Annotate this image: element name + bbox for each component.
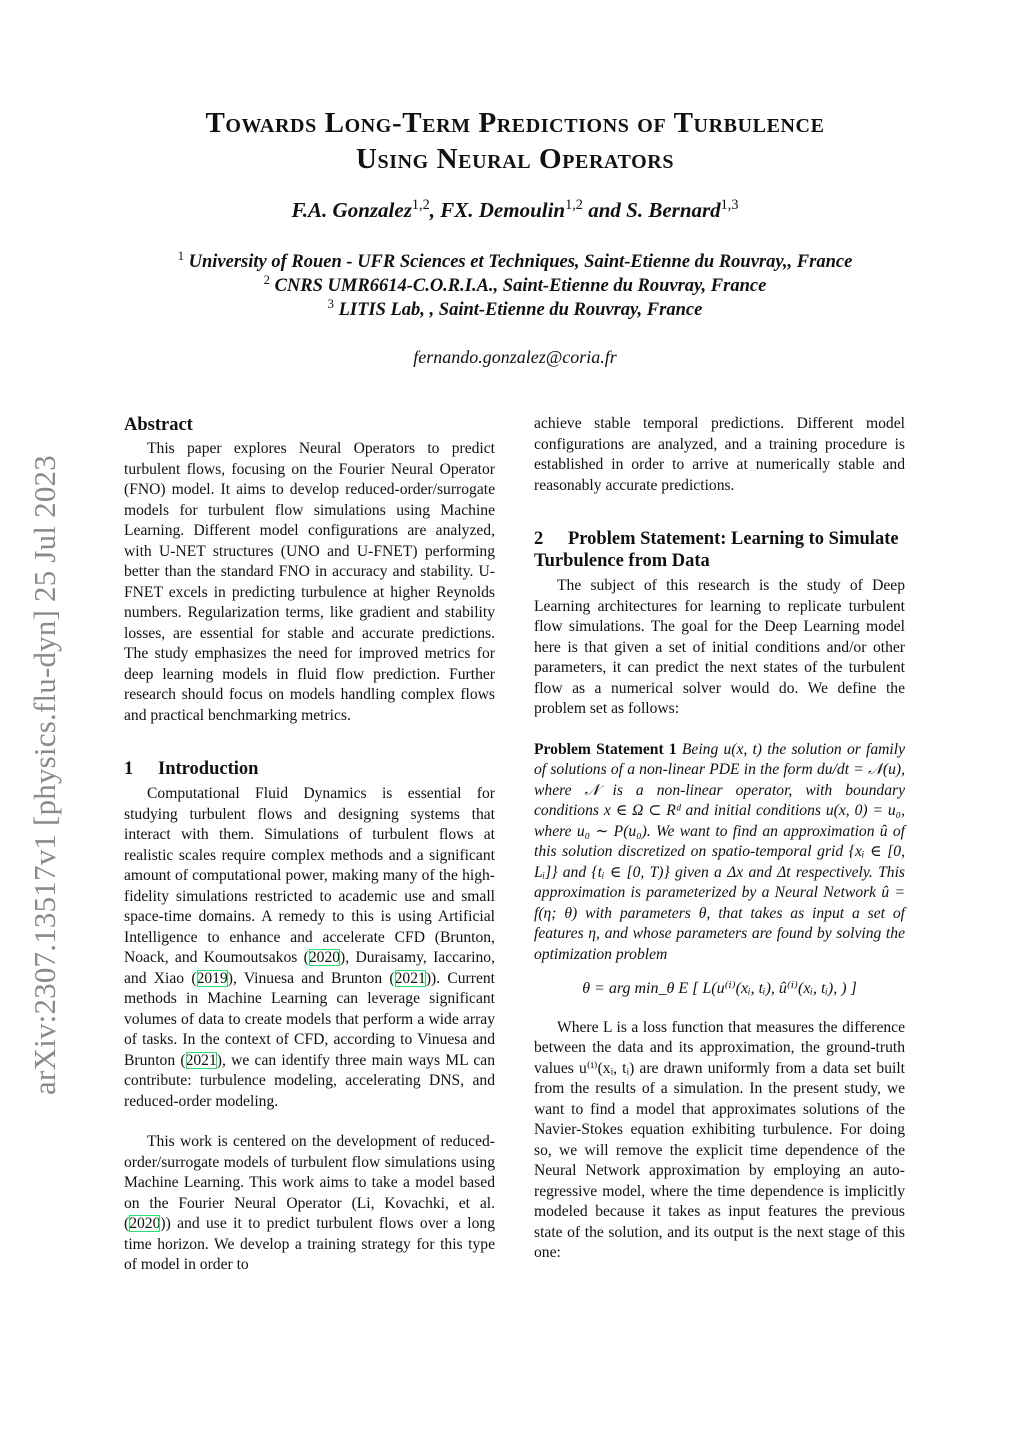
citation-link[interactable]: 2019 <box>196 969 228 987</box>
optimization-equation: θ = arg min_θ E [ L(u⁽ⁱ⁾(xᵢ, tᵢ), û⁽ⁱ⁾(xᵢ, tᵢ), ) ] <box>582 980 857 997</box>
right-column <box>534 414 905 1264</box>
section-number: 1 <box>124 759 134 779</box>
affiliation-number: 3 <box>327 296 334 311</box>
affiliation-number: 1 <box>177 248 185 263</box>
citation-link[interactable]: 2020 <box>129 1215 161 1232</box>
intro-paragraph-2 <box>124 1132 495 1276</box>
affiliation-text: LITIS Lab, , Saint-Etienne du Rouvray, France <box>338 300 703 320</box>
author-affiliation-mark: 1,2 <box>565 197 583 213</box>
abstract-heading: Abstract <box>124 415 193 435</box>
paper-title-line-2: Using Neural Operators <box>355 143 675 175</box>
citation-link[interactable]: 2020 <box>308 949 341 966</box>
author-name: FX. Demoulin <box>440 198 566 222</box>
author-name: S. Bernard <box>626 198 721 222</box>
author-name: F.A. Gonzalez <box>291 198 412 222</box>
section-title: Problem Statement: Learning to Simulate Turbulence from Data <box>534 529 899 571</box>
problem-statement-text: Being u(x, t) the solution or family of solutions of a non-linear PDE in the form du/dt = 𝒩(u), where 𝒩 is a non-linear operator, with boundary conditions x ∈ Ω ⊂ Rᵈ and initial conditions u(x, 0) = u₀, where u₀ ∼ P(u₀). We want to find an approximation û of this solution discretized on spatio-temporal grid {xᵢ ∈ [0, Lᵢ]} and {tᵢ ∈ [0, T)} given a Δx and Δt respectively. This approximation is parameterized by a Neural Network û = f(η; θ) with parameters θ, that takes as input a set of features η, and whose parameters are found by solving the optimization problem <box>534 740 905 963</box>
left-column <box>124 414 495 1276</box>
arxiv-identifier <box>22 410 68 1140</box>
affiliation <box>100 296 930 321</box>
contact-email[interactable]: fernando.gonzalez@coria.fr <box>413 347 617 367</box>
affiliation-number: 2 <box>263 272 270 287</box>
arxiv-identifier-text: arXiv:2307.13517v1 [physics.flu-dyn] 25 Jul 2023 <box>27 455 62 1095</box>
author-affiliation-mark: 1,3 <box>720 197 739 213</box>
abstract-text: This paper explores Neural Operators to predict turbulent flows, focusing on the Fourier Neural Operator (FNO) model. It aims to develop reduced-order/surrogate models for turbulent flow simulations using Machine Learning. Different model configurations are analyzed, with U-NET structures (UNO and U-FNET) performing better than the standard FNO in accuracy and stability. U-FNET excels in predicting turbulence at higher Reynolds numbers. Regularization terms, like gradient and stability losses, are essential for stable and accurate predictions. The study emphasizes the need for improved metrics for deep learning models in fluid flow prediction. Further research should focus on models handling complex flows and practical benchmarking metrics. <box>124 440 495 724</box>
affiliation-text: University of Rouen - UFR Sciences et Techniques, Saint-Etienne du Rouvray,, France <box>188 252 853 272</box>
author-affiliation-mark: 1,2 <box>411 197 430 213</box>
intro-paragraph-1 <box>124 784 495 1112</box>
section-2-paragraph-1: The subject of this research is the study of Deep Learning architectures for learning to replicate turbulent flow simulations. The goal for the Deep Learning model here is that given a set of initial conditions and/or other parameters, it can predict the next states of the turbulent flow as a numerical solver would do. We define the problem set as follows: <box>534 577 905 717</box>
text-run: Computational Fluid Dynamics is essential for studying turbulent flows and designing systems that interact with them. Simulations of turbulent flows at realistic scales require complex methods and a significant amount of computational power, making many of the high-fidelity simulations restricted to academic use and small space-time domains. A remedy to this is using Artificial Intelligence to enhance and accelerate CFD (Brunton, Noack, and Koumoutsakos ( <box>124 785 495 966</box>
paper-title-line-1: Towards Long-Term Predictions of Turbulence <box>205 107 825 139</box>
section-title: Introduction <box>158 759 259 779</box>
citation-link[interactable]: 2021 <box>185 1051 217 1069</box>
affiliation-text: CNRS UMR6614-C.O.R.I.A., Saint-Etienne du Rouvray, France <box>274 276 767 296</box>
problem-statement-block <box>534 740 905 966</box>
author-separator: , <box>429 198 441 222</box>
section-number: 2 <box>534 529 544 549</box>
text-run: ), we can identify three main ways ML can contribute: turbulence modeling, accelerating DNS, and reduced-order modeling. <box>124 1051 495 1110</box>
continued-paragraph: achieve stable temporal predictions. Different model configurations are analyzed, and a training procedure is established in order to arrive at numerically stable and reasonably accurate predictions. <box>534 415 905 494</box>
section-2-paragraph-2: Where L is a loss function that measures the difference between the data and its approximation, the ground-truth values u⁽ⁱ⁾(xᵢ, tᵢ) are drawn uniformly from a data set built from the results of a simulation. In the present study, we want to find a model that approximates solutions of the Navier-Stokes equation exhibiting turbulence. For doing so, we will remove the explicit time dependence of the Neural Network approximation by employing an auto-regressive model, where the time dependence is implicitly modeled because it takes as input features the previous state of the solution, and its output is the next stage of this one: <box>534 1018 905 1261</box>
author-list <box>100 198 930 223</box>
text-run: ), Duraisamy, Iaccarino, and Xiao ( <box>124 949 495 987</box>
text-run: )). Current methods in Machine Learning can leverage significant volumes of data to create models that perform a wide array of tasks. In the context of CFD, according to Vinuesa and Brunton ( <box>124 969 495 1069</box>
section-heading-problem-statement <box>534 528 905 572</box>
affiliation <box>100 248 930 273</box>
author-separator: and <box>582 198 627 222</box>
problem-statement-label: Problem Statement 1 <box>534 740 677 758</box>
affiliation <box>100 272 930 297</box>
text-run: ), Vinuesa and Brunton ( <box>227 969 395 987</box>
section-heading-introduction <box>124 758 495 780</box>
text-run: )) and use it to predict turbulent flows over a long time horizon. We develop a training strategy for this type of model in order to <box>124 1215 495 1273</box>
text-run: This work is centered on the development of reduced-order/surrogate models of turbulent flow simulations using Machine Learning. This work aims to take a model based on the Fourier Neural Operator (Li, Kovachki, et al. ( <box>124 1133 495 1232</box>
citation-link[interactable]: 2021 <box>394 969 426 987</box>
